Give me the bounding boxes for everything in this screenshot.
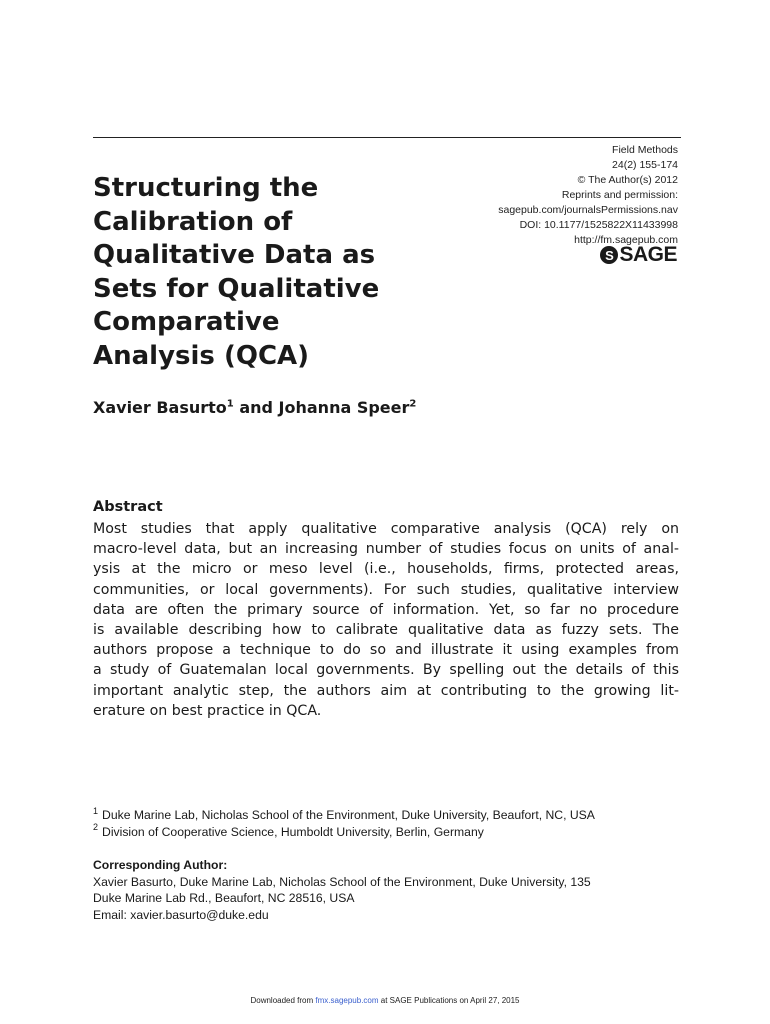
journal-site-link[interactable]: http://fm.sagepub.com: [574, 234, 678, 246]
abstract-line: erature on best practice in QCA.: [93, 702, 322, 719]
sage-logo-text: SAGE: [619, 243, 677, 266]
affiliation-item: [93, 824, 693, 841]
footer-prefix: Downloaded from: [250, 996, 316, 1005]
title-line: Analysis (QCA): [93, 340, 310, 371]
corresponding-author: [93, 857, 693, 923]
title-line: Qualitative Data as: [93, 240, 376, 270]
author-name: Xavier Basurto: [93, 398, 227, 417]
header-rule: [93, 137, 681, 138]
corresponding-line: Xavier Basurto, Duke Marine Lab, Nicholas School of the Environment, Duke University, 135: [93, 874, 591, 889]
author-name: Johanna Speer: [278, 398, 410, 417]
affiliation-marker: 2: [409, 398, 417, 410]
abstract-text: [93, 519, 679, 721]
title-line: Structuring the: [93, 173, 319, 203]
title-line: Comparative: [93, 307, 280, 337]
abstract-line: macro-level data, but an increasing number of studies focus on units of anal-: [93, 541, 679, 558]
corresponding-email[interactable]: Email: xavier.basurto@duke.edu: [93, 907, 269, 922]
abstract-line: ysis at the micro or meso level (i.e., households, firms, protected areas,: [93, 561, 679, 578]
abstract-line: important analytic step, the authors aim at contributing to the growing lit-: [93, 682, 679, 699]
affiliation-text: Duke Marine Lab, Nicholas School of the Environment, Duke University, Beaufort, NC, USA: [102, 808, 595, 822]
corresponding-heading: Corresponding Author:: [93, 858, 228, 872]
copyright-line: © The Author(s) 2012: [577, 174, 678, 186]
affiliations: [93, 807, 693, 840]
affiliation-item: [93, 807, 693, 824]
author-separator: and: [233, 398, 279, 417]
title-line: Sets for Qualitative: [93, 273, 380, 304]
abstract-heading: Abstract: [93, 499, 163, 515]
author-list: [93, 398, 416, 417]
affiliation-text: Division of Cooperative Science, Humboldt University, Berlin, Germany: [102, 824, 484, 839]
doi-line[interactable]: DOI: 10.1177/1525822X11433998: [519, 219, 678, 231]
sage-logo: [600, 245, 677, 265]
journal-meta: [418, 143, 678, 248]
journal-issue: 24(2) 155-174: [612, 159, 678, 171]
affiliation-number: 1: [93, 805, 99, 816]
sage-logo-mark: S: [600, 246, 618, 264]
journal-name: Field Methods: [612, 144, 678, 156]
abstract-line: Most studies that apply qualitative comparative analysis (QCA) rely on: [93, 521, 679, 537]
footer-link[interactable]: fmx.sagepub.com: [315, 996, 379, 1005]
affiliation-marker: 1: [226, 398, 234, 410]
corresponding-line: Duke Marine Lab Rd., Beaufort, NC 28516, USA: [93, 891, 355, 905]
footer-suffix: at SAGE Publications on April 27, 2015: [378, 996, 520, 1005]
abstract-line: authors propose a technique to do so and illustrate it using examples from: [93, 642, 679, 659]
affiliation-number: 2: [93, 822, 99, 833]
abstract-line: data are often the primary source of information. Yet, so far no procedure: [93, 601, 679, 618]
title-line: Calibration of: [93, 206, 293, 237]
permissions-link[interactable]: sagepub.com/journalsPermissions.nav: [498, 204, 678, 216]
abstract-line: is available describing how to calibrate qualitative data as fuzzy sets. The: [93, 622, 679, 639]
download-footer: [0, 996, 770, 1005]
reprints-label: Reprints and permission:: [561, 189, 678, 201]
abstract-line: a study of Guatemalan local governments. By spelling out the details of this: [93, 662, 679, 679]
abstract-line: communities, or local governments). For such studies, qualitative interview: [93, 581, 679, 598]
article-title: [93, 172, 433, 373]
